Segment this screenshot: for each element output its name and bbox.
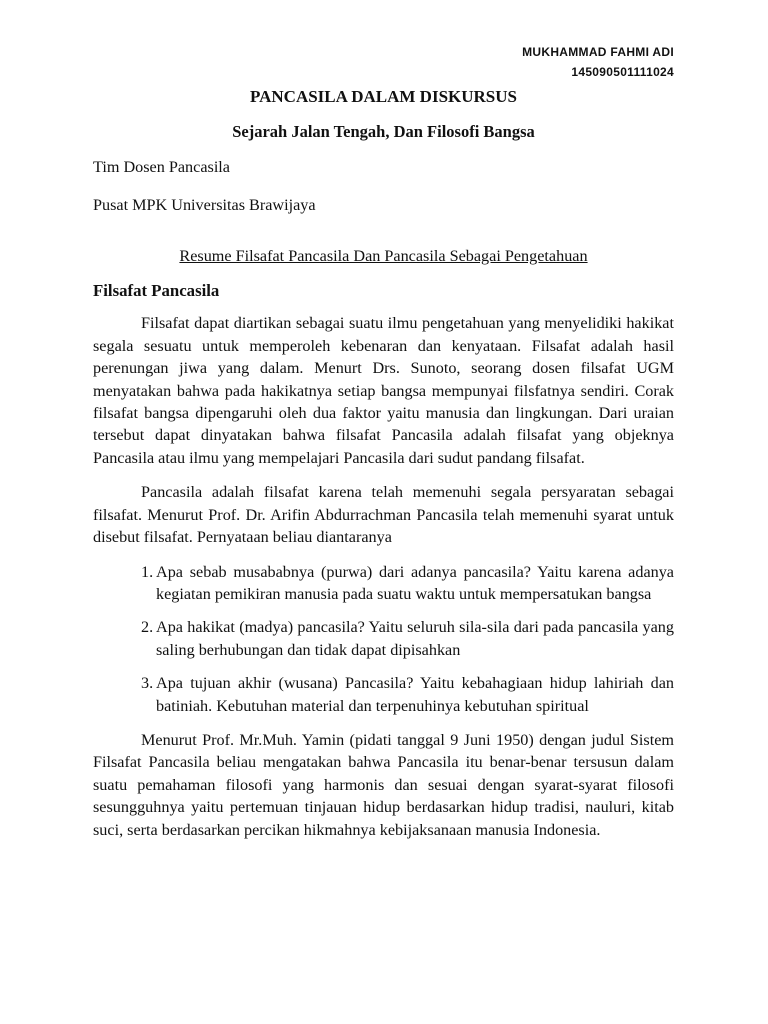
list-text: Apa hakikat (madya) pancasila? Yaitu seluruh sila-sila dari pada pancasila yang saling berhubungan dan tidak dapat dipisahkan — [156, 618, 674, 659]
list-number: 1. — [141, 562, 154, 581]
document-body — [93, 86, 674, 853]
paragraph: Menurut Prof. Mr.Muh. Yamin (pidati tanggal 9 Juni 1950) dengan judul Sistem Filsafat Pancasila beliau mengatakan bahwa Pancasila itu benar-benar tersusun dalam suatu pemahaman filosofi yang harmonis dan sesuai dengan syarat-syarat filosofi sesungguhnya yaitu pertemuan tinjauan hidup berdasarkan hidup tradisi, nauluri, kitab suci, serta berdasarkan percikan hikmahnya kebijaksanaan manusia Indonesia. — [93, 730, 674, 839]
list-number: 2. — [141, 618, 154, 637]
document-subtitle: Sejarah Jalan Tengah, Dan Filosofi Bangsa — [232, 122, 535, 142]
author-name: MUKHAMMAD FAHMI ADI — [522, 45, 674, 59]
list-item — [93, 672, 674, 717]
list-item — [93, 616, 674, 661]
student-id: 145090501111024 — [571, 65, 674, 79]
section-heading: Filsafat Pancasila — [93, 281, 220, 301]
resume-title: Resume Filsafat Pancasila Dan Pancasila Sebagai Pengetahuan — [179, 246, 588, 265]
list-text: Apa sebab musababnya (purwa) dari adanya pancasila? Yaitu karena adanya kegiatan pemikiran manusia pada suatu waktu untuk mempersatukan bangsa — [156, 562, 674, 603]
list-number: 3. — [141, 674, 154, 693]
list-text: Apa tujuan akhir (wusana) Pancasila? Yaitu kebahagiaan hidup lahiriah dan batiniah. Kebutuhan material dan terpenuhinya kebutuhan spiritual — [156, 674, 674, 715]
author-header — [522, 42, 674, 82]
team-name: Tim Dosen Pancasila — [93, 157, 230, 176]
document-title: PANCASILA DALAM DISKURSUS — [249, 87, 517, 106]
paragraph: Filsafat dapat diartikan sebagai suatu ilmu pengetahuan yang menyelidiki hakikat segala sesuatu untuk memperoleh kebenaran dan kenyataan. Filsafat adalah hasil perenungan jiwa yang dalam. Menurt Drs. Sunoto, seorang dosen filsafat UGM menyatakan bahwa pada hakikatnya setiap bangsa mempunyai filsfatnya sendiri. Corak filsafat bangsa dipengaruhi oleh dua faktor yaitu manusia dan lingkungan. Dari uraian tersebut dapat dinyatakan bahwa filsafat Pancasila adalah filsafat yang objeknya Pancasila atau ilmu yang mempelajari Pancasila dari sudut pandang filsafat. — [93, 314, 674, 467]
institution-name: Pusat MPK Universitas Brawijaya — [93, 196, 316, 215]
paragraph: Pancasila adalah filsafat karena telah memenuhi segala persyaratan sebagai filsafat. Menurut Prof. Dr. Arifin Abdurrachman Pancasila telah memenuhi syarat untuk disebut filsafat. Pernyataan beliau diantaranya — [93, 483, 674, 547]
question-list — [93, 561, 674, 717]
list-item — [93, 561, 674, 606]
